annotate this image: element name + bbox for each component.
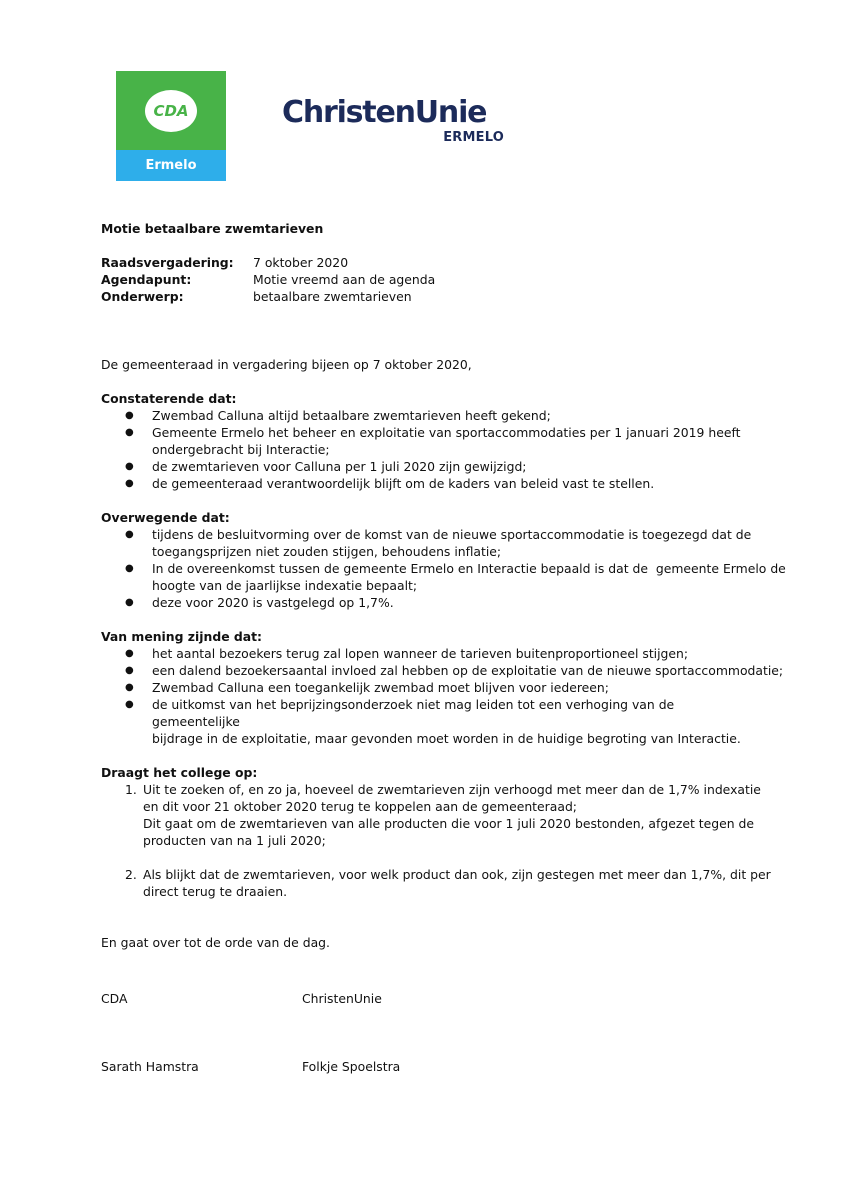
- cda-logo-subtitle: Ermelo: [145, 158, 197, 173]
- meta-label: Onderwerp:: [101, 289, 184, 304]
- meta-value: betaalbare zwemtarieven: [253, 289, 412, 304]
- list-item: ● een dalend bezoekersaantal invloed zal hebben op de exploitatie van de nieuwe sportaccommodatie;: [125, 663, 784, 678]
- constaterende-list: [101, 407, 761, 492]
- signature-name-1: Sarath Hamstra: [101, 1059, 199, 1074]
- christenunie-logo-text: ChristenUnie: [282, 95, 487, 130]
- section-heading-college: Draagt het college op:: [101, 765, 258, 780]
- cda-logo-text: CDA: [153, 102, 189, 120]
- list-item: ● Zwembad Calluna altijd betaalbare zwemtarieven heeft gekend;: [125, 408, 551, 423]
- bullet-icon: ●: [125, 529, 134, 540]
- bullet-icon: ●: [125, 665, 134, 676]
- list-item: ● de zwemtarieven voor Calluna per 1 juli 2020 zijn gewijzigd;: [125, 459, 527, 474]
- list-item: ● deze voor 2020 is vastgelegd op 1,7%.: [125, 595, 394, 610]
- bullet-icon: ●: [125, 648, 134, 659]
- list-item: ● In de overeenkomst tussen de gemeente Ermelo en Interactie bepaald is dat de gemeente Ermelo de hoogte van de jaarlijkse indexatie bepaalt;: [125, 561, 786, 593]
- list-item: ● Zwembad Calluna een toegankelijk zwembad moet blijven voor iedereen;: [125, 680, 609, 695]
- list-item: ● de uitkomst van het beprijzingsonderzoek niet mag leiden tot een verhoging van de gemeentelijke bijdrage in de exploitatie, maar gevonden moet worden in de huidige begroting van Interactie.: [125, 697, 741, 746]
- bullet-icon: ●: [125, 563, 134, 574]
- cda-logo: [116, 71, 226, 181]
- closing-text: En gaat over tot de orde van de dag.: [101, 935, 330, 950]
- list-item: ● de gemeenteraad verantwoordelijk blijft om de kaders van beleid vast te stellen.: [125, 476, 655, 491]
- bullet-icon: ●: [125, 682, 134, 693]
- list-spacer: [101, 849, 761, 866]
- college-list: [101, 781, 771, 900]
- meta-row: [101, 288, 761, 305]
- signature-party-2: ChristenUnie: [302, 991, 382, 1006]
- bullet-icon: ●: [125, 478, 134, 489]
- numbered-item: 2. Als blijkt dat de zwemtarieven, voor welk product dan ook, zijn gestegen met meer dan 1,7%, dit per direct terug te draaien.: [125, 867, 771, 899]
- overwegende-list: [101, 526, 786, 611]
- list-item: ● het aantal bezoekers terug zal lopen wanneer de tarieven buitenproportioneel stijgen;: [125, 646, 689, 661]
- mening-list: [101, 645, 784, 747]
- meta-label: Agendapunt:: [101, 272, 192, 287]
- bullet-icon: ●: [125, 410, 134, 421]
- meta-row: [101, 271, 761, 288]
- list-item: ● Gemeente Ermelo het beheer en exploitatie van sportaccommodaties per 1 januari 2019 heeft ondergebracht bij Interactie;: [125, 425, 741, 457]
- numbered-item: 1. Uit te zoeken of, en zo ja, hoeveel de zwemtarieven zijn verhoogd met meer dan de 1,7% indexatie en dit voor 21 oktober 2020 terug te koppelen aan de gemeenteraad; Dit gaat om de zwemtarieven van alle producten die voor 1 juli 2020 bestonden, afgezet tegen de producten van na 1 juli 2020;: [125, 782, 761, 848]
- section-heading-mening: Van mening zijnde dat:: [101, 629, 263, 644]
- christenunie-logo-subtitle: ERMELO: [443, 130, 504, 145]
- section-heading-overwegende: Overwegende dat:: [101, 510, 230, 525]
- bullet-icon: ●: [125, 461, 134, 472]
- bullet-icon: ●: [125, 597, 134, 608]
- document-title: Motie betaalbare zwemtarieven: [101, 221, 324, 236]
- list-item: ● tijdens de besluitvorming over de komst van de nieuwe sportaccommodatie is toegezegd dat de toegangsprijzen niet zouden stijgen, behoudens inflatie;: [125, 527, 752, 559]
- item-number: 2.: [125, 867, 137, 882]
- meta-value: 7 oktober 2020: [253, 255, 349, 270]
- intro-text: De gemeenteraad in vergadering bijeen op 7 oktober 2020,: [101, 357, 472, 372]
- section-heading-constaterende: Constaterende dat:: [101, 391, 237, 406]
- christenunie-logo: [282, 96, 512, 150]
- meta-value: Motie vreemd aan de agenda: [253, 272, 436, 287]
- bullet-icon: ●: [125, 699, 134, 710]
- meta-label: Raadsvergadering:: [101, 255, 234, 270]
- meta-row: [101, 254, 761, 271]
- item-number: 1.: [125, 782, 137, 797]
- meta-block: [101, 254, 761, 305]
- signature-name-2: Folkje Spoelstra: [302, 1059, 401, 1074]
- signature-party-1: CDA: [101, 991, 128, 1006]
- bullet-icon: ●: [125, 427, 134, 438]
- motion-body: [101, 220, 786, 951]
